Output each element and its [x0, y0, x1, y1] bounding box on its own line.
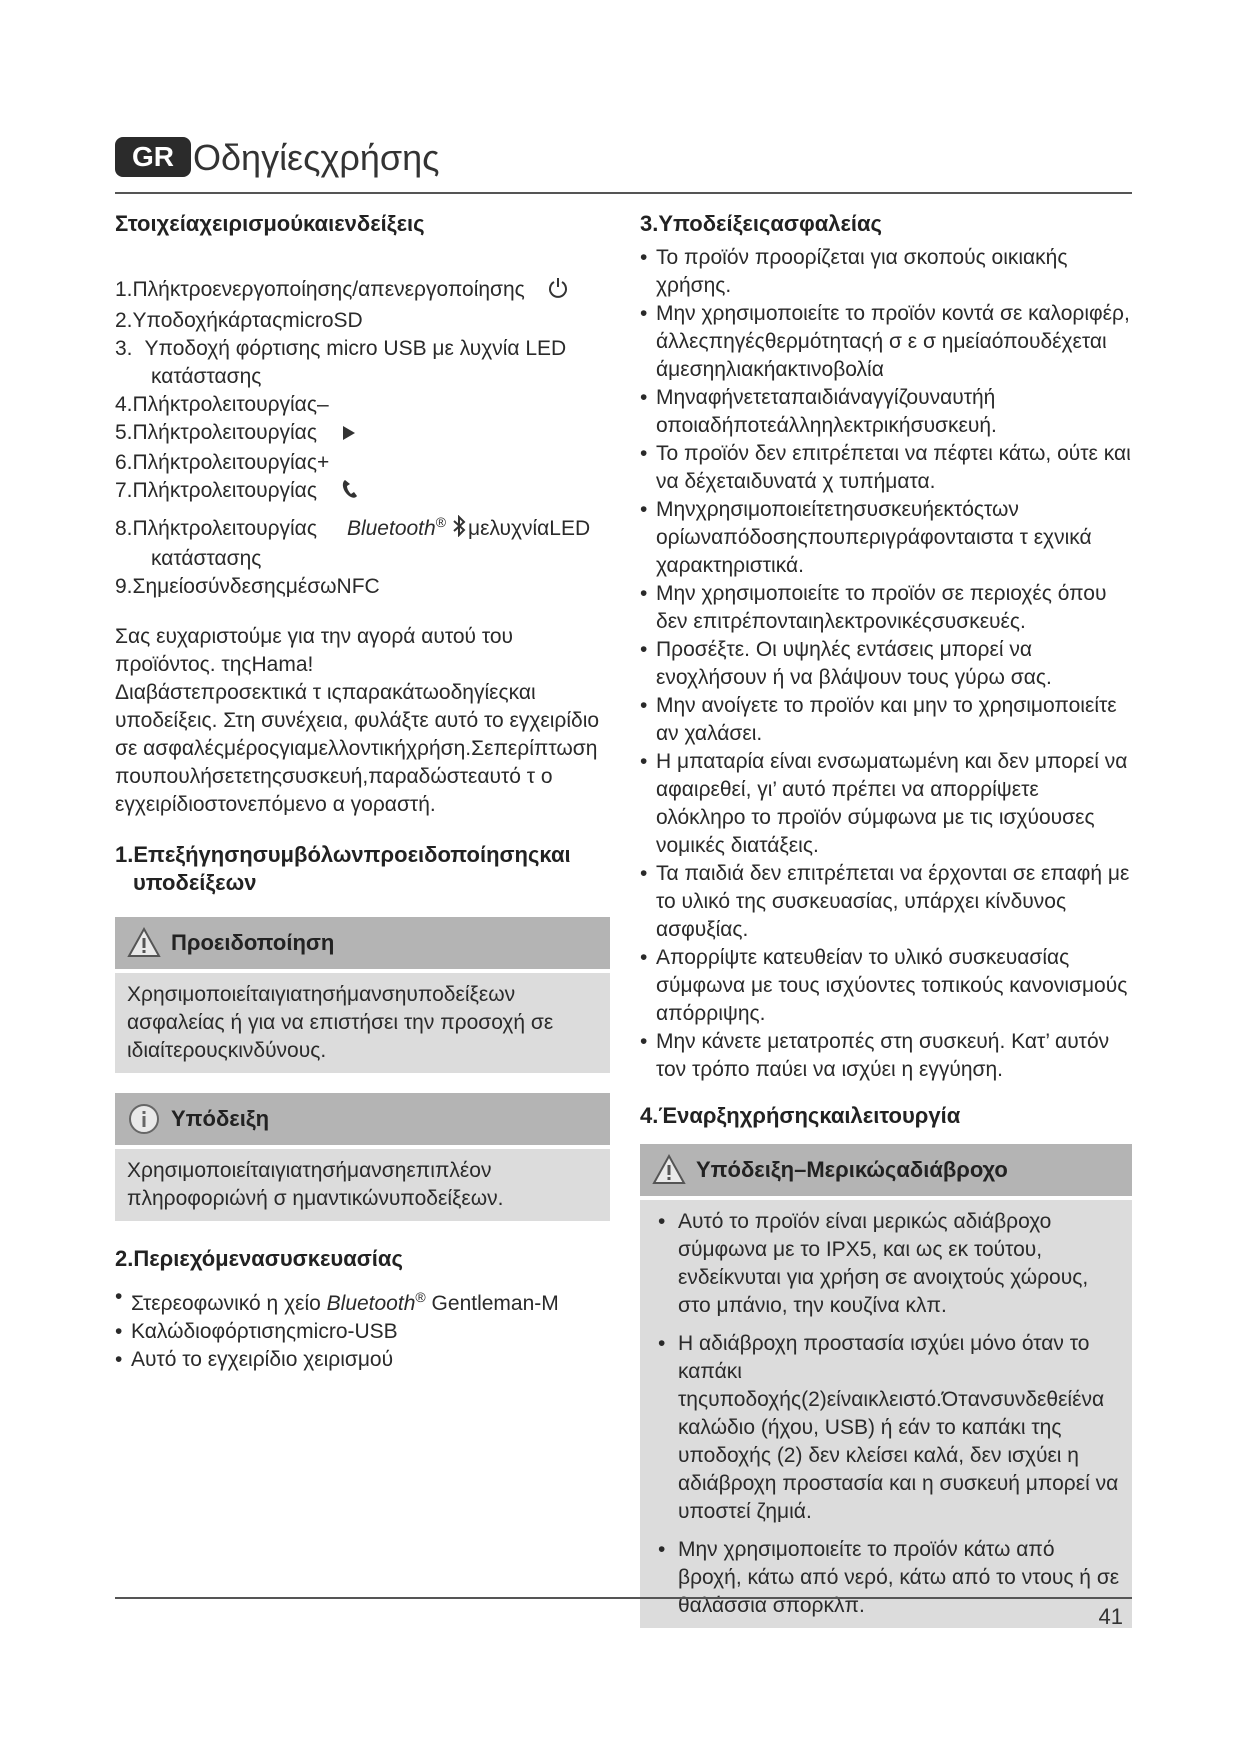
- page-number: 41: [1098, 1604, 1123, 1629]
- list-item: • Μην χρησιμοποιείτε το προϊόν κοντά σε καλοριφέρ, άλλεςπηγέςθερμότηταςή σ ε σ ημείαόπουδέχεται άμεσηηλιακήακτινοβολία: [640, 300, 1132, 384]
- warning-box: [115, 917, 610, 1073]
- list-item: • Το προϊόν δεν επιτρέπεται να πέφτει κάτω, ούτε και να δέχεταιδυνατά χ τυπήματα.: [640, 440, 1132, 496]
- hint-header: Υπόδειξη: [115, 1093, 610, 1145]
- play-icon: [341, 421, 357, 449]
- waterproof-note-header: Υπόδειξη–Μερικώςαδιάβροχο: [640, 1144, 1132, 1196]
- list-item: 5.Πλήκτρολειτουργίας: [115, 419, 610, 449]
- intro-instructions: Διαβάστεπροσεκτικά τ ιςπαρακάτωοδηγίεςκαι υποδείξεις. Στη συνέχεια, φυλάξτε αυτό το εγχειρίδιο σε ασφαλέςμέροςγιαμελλοντικήχρήση.Σεπερίπτωση πουπουλήσετετηςσυσκευή,παραδώστεαυτό τ ο εγχειρίδιοστονεπόμενο α γοραστή.: [115, 681, 600, 816]
- list-item: • Μηναφήνετεταπαιδιάναγγίζουναυτήή οποιαδήποτεάλληηλεκτρικήσυσκευή.: [640, 384, 1132, 440]
- list-item: • Τα παιδιά δεν επιτρέπεται να έρχονται σε επαφή με το υλικό της συσκευασίας, υπάρχει κίνδυνος ασφυξίας.: [640, 860, 1132, 944]
- list-item: 1.Πλήκτροενεργοποίησης/απενεργοποίησης: [115, 276, 610, 307]
- package-list: [115, 1283, 610, 1374]
- list-item: • Το προϊόν προορίζεται για σκοπούς οικιακής χρήσης.: [640, 244, 1132, 300]
- language-badge: GR: [115, 137, 191, 177]
- safety-heading: 3.Υποδείξειςασφαλείας: [640, 211, 882, 236]
- list-item: • Μην ανοίγετε το προϊόν και μην το χρησιμοποιείτε αν χαλάσει.: [640, 692, 1132, 748]
- waterproof-note-body: [640, 1200, 1132, 1628]
- list-item: 9.ΣημείοσύνδεσηςμέσωNFC: [115, 575, 380, 598]
- list-item: 2.ΥποδοχήκάρταςmicroSD: [115, 309, 363, 332]
- list-item: • Μην χρησιμοποιείτε το προϊόν κάτω από βροχή, κάτω από νερό, κάτω από το ντους ή σε θαλάσσια σπορκλπ.: [652, 1536, 1120, 1620]
- list-item: • Στερεοφωνικό η χείο Bluetooth® Gentleman-M: [115, 1283, 610, 1318]
- warning-triangle-icon: [127, 926, 161, 960]
- safety-list: [640, 244, 1132, 1084]
- list-item: • Η μπαταρία είναι ενσωματωμένη και δεν μπορεί να αφαιρεθεί, γι’ αυτό πρέπει να απορρίψετε ολόκληρο το προϊόν σύμφωνα με τις ισχύουσες νομικές διατάξεις.: [640, 748, 1132, 860]
- footer-divider: [115, 1597, 1132, 1599]
- hint-text: Χρησιμοποιείταιγιατησήμανσηεπιπλέον πληροφοριώνή σ ημαντικώνυποδείξεων.: [115, 1149, 610, 1221]
- list-item: • Μην χρησιμοποιείτε το προϊόν σε περιοχές όπου δεν επιτρέπονταιηλεκτρονικέςσυσκευές.: [640, 580, 1132, 636]
- list-item: • Καλώδιοφόρτισηςmicro-USB: [115, 1318, 610, 1346]
- list-item: 8.Πλήκτρολειτουργίας Bluetooth® μελυχνίαLED κατάστασης: [115, 514, 591, 570]
- list-item: • Η αδιάβροχη προστασία ισχύει μόνο όταν το καπάκι τηςυποδοχής(2)είναικλειστό.Όтανσυνδεθείένα καλώδιο (ήχου, USB) ή εάν το καπάκι της υποδοχής (2) δεν κλείσει καλά, δεν ισχύει η αδιάβροχη προστασία και η συσκευή μπορεί να υποστεί ζημιά.: [652, 1330, 1120, 1526]
- warning-text: Χρησιμοποιείταιγιατησήμανσηυποδείξεων ασφαλείας ή για να επιστήσει την προσοχή σε ιδιαίτερουςκινδύνους.: [115, 973, 610, 1073]
- list-item: 7.Πλήκτρολειτουργίας: [115, 477, 610, 508]
- waterproof-note-box: [640, 1144, 1132, 1628]
- hint-box: [115, 1093, 610, 1221]
- list-item: 6.Πλήκτρολειτουργίας+: [115, 451, 330, 474]
- bluetooth-icon: [452, 515, 466, 545]
- list-item: • Αυτό το προϊόν είναι μερικώς αδιάβροχο σύμφωνα με το IPX5, και ως εκ τούτου, ενδείκνυται για χρήση σε ανοιχτούς χώρους, στο μπάνιο, την κουζίνα κλπ.: [652, 1208, 1120, 1320]
- list-item: • Αυτό το εγχειρίδιο χειρισμού: [115, 1346, 610, 1374]
- controls-list: [115, 276, 610, 601]
- info-circle-icon: [127, 1102, 161, 1136]
- page-title: Οδηγίεςχρήσης: [193, 137, 440, 178]
- list-item: 3. Υποδοχή φόρτισης micro USB με λυχνία LED κατάστασης: [115, 337, 567, 388]
- startup-heading: 4.Έναρξηχρήσηςκαιλειτουργία: [640, 1103, 961, 1128]
- power-icon: [547, 277, 569, 307]
- list-item: 4.Πλήκτρολειτουργίας–: [115, 393, 329, 416]
- intro-thanks: Σας ευχαριστούμε για την αγορά αυτού του προϊόντος. τηςHama!: [115, 625, 514, 676]
- symbols-heading: 1.Επεξήγησησυμβόλωνπροειδοποίησηςκαι υποδείξεων: [115, 842, 571, 895]
- controls-heading: Στοιχείαχειρισμούκαιενδείξεις: [115, 211, 425, 236]
- package-heading: 2.Περιεχόμενασυσκευασίας: [115, 1246, 403, 1271]
- warning-triangle-icon: [652, 1153, 686, 1187]
- warning-header: Προειδοποίηση: [115, 917, 610, 969]
- right-column: [640, 210, 1132, 1628]
- list-item: • Μην κάνετε μετατροπές στη συσκευή. Κατ’ αυτόν τον τρόπο παύει να ισχύει η εγγύηση.: [640, 1028, 1132, 1084]
- phone-icon: [341, 478, 359, 508]
- list-item: • Προσέξτε. Οι υψηλές εντάσεις μπορεί να ενοχλήσουν ή να βλάψουν τους γύρω σας.: [640, 636, 1132, 692]
- left-column: [115, 210, 610, 1374]
- list-item: • Απορρίψτε κατευθείαν το υλικό συσκευασίας σύμφωνα με τους ισχύοντες τοπικούς κανονισμούς απόρριψης.: [640, 944, 1132, 1028]
- page-header: [115, 132, 1132, 194]
- list-item: • Μηνχρησιμοποιείτετησυσκευήεκτόςτων ορίωναπόδοσηςπουπεριγράφονταιστα τ εχνικά χαρακτηριστικά.: [640, 496, 1132, 580]
